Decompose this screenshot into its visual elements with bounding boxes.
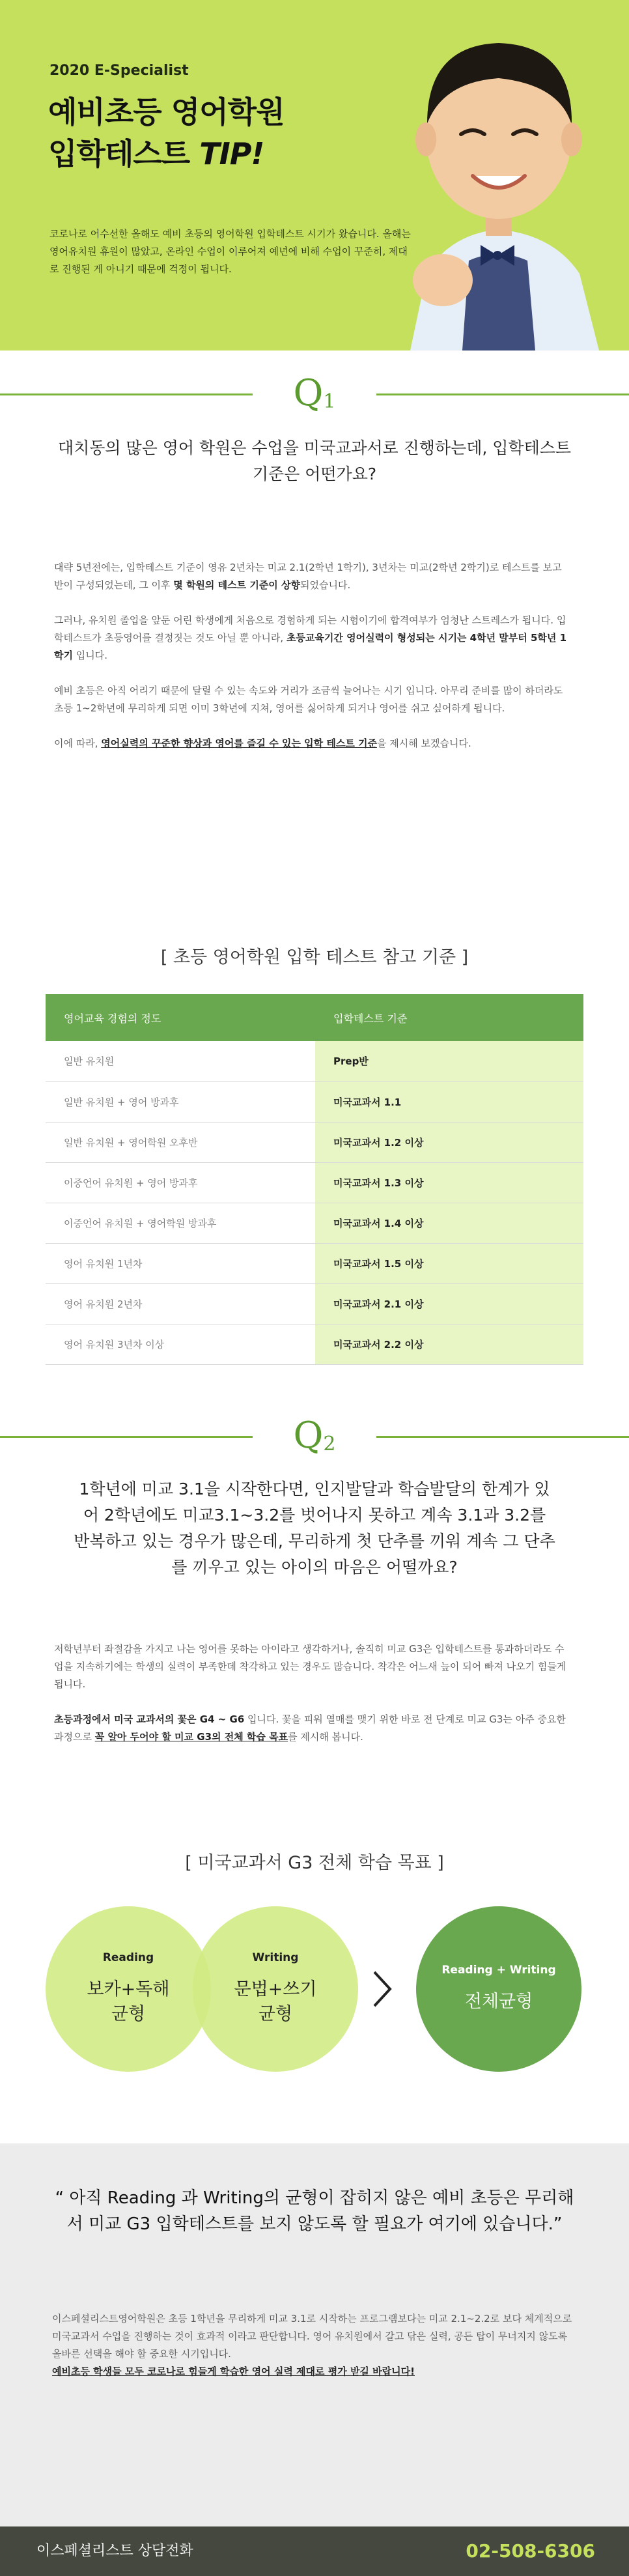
- boy-photo: [365, 0, 629, 351]
- q1-letter: Q: [293, 372, 324, 414]
- table-cell-experience: 영어 유치원 3년차 이상: [46, 1324, 315, 1364]
- table-row: [46, 1122, 583, 1162]
- table-cell-criteria: Prep반: [315, 1041, 583, 1081]
- q1-paragraph-4: [54, 735, 570, 752]
- table-cell-criteria: 미국교과서 1.1: [315, 1081, 583, 1122]
- q1-divider-left: [0, 394, 253, 395]
- contact-footer: [0, 2526, 629, 2576]
- q1-p4-emphasis: 영어실력의 꾸준한 향상과 영어를 즐길 수 있는 입학 테스트 기준: [101, 737, 378, 749]
- table-cell-experience: 이중언어 유치원 + 영어학원 방과후: [46, 1203, 315, 1243]
- table-cell-experience: 일반 유치원 + 영어학원 오후반: [46, 1122, 315, 1162]
- closing-emphasis: 예비초등 학생들 모두 코로나로 힘들게 학습한 영어 실력 제대로 평가 받길 바랍니다!: [52, 2366, 415, 2377]
- writing-goal-title: Writing: [252, 1951, 299, 1964]
- table-cell-experience: 일반 유치원: [46, 1041, 315, 1081]
- table-row: [46, 1243, 583, 1283]
- reading-goal-circle: [46, 1906, 211, 2072]
- table-cell-experience: 이중언어 유치원 + 영어 방과후: [46, 1162, 315, 1203]
- closing-quote: “ 아직 Reading 과 Writing의 균형이 잡히지 않은 예비 초등은 무리해서 미교 G3 입학테스트를 보지 않도록 할 필요가 여기에 있습니다.”: [55, 2188, 574, 2234]
- table-row: [46, 1162, 583, 1203]
- q1-paragraph-1: [54, 559, 570, 594]
- hero-banner: [0, 0, 629, 351]
- combined-goal-body: 전체균형: [464, 1992, 533, 2012]
- hero-title-line2-text: 입학테스트: [48, 136, 200, 171]
- table-cell-experience: 일반 유치원 + 영어 방과후: [46, 1081, 315, 1122]
- q2-number: 2: [323, 1433, 336, 1455]
- q1-paragraph-3: 예비 초등은 아직 어리기 때문에 달릴 수 있는 속도와 거리가 조금씩 늘어나는 시기 입니다. 아무리 준비를 많이 하더라도 초등 1~2학년에 무리하게 되면 이미 3학년에 지쳐, 영어를 싫어하게 되거나 영어를 쉬고 싶어하게 됩니다.: [54, 685, 563, 714]
- table-header-experience: 영어교육 경험의 정도: [46, 994, 315, 1041]
- table-row: [46, 1041, 583, 1081]
- writing-goal-body: 문법+쓰기 균형: [234, 1979, 317, 2024]
- q1-paragraph-2: [54, 612, 570, 665]
- chevron-right-icon: [369, 1968, 395, 2010]
- q2-body: [54, 1640, 570, 1764]
- q1-body: [54, 559, 570, 770]
- table-cell-criteria: 미국교과서 2.2 이상: [315, 1324, 583, 1364]
- q2-marker: [0, 1416, 629, 1455]
- table-heading: [ 초등 영어학원 입학 테스트 참고 기준 ]: [160, 947, 469, 967]
- combined-goal-title: Reading + Writing: [441, 1964, 556, 1977]
- hero-title-line2: [48, 133, 387, 175]
- goals-heading: [ 미국교과서 G3 전체 학습 목표 ]: [185, 1853, 444, 1873]
- table-header-row: [46, 994, 583, 1041]
- q2-paragraph-1: 저학년부터 좌절감을 가지고 나는 영어를 못하는 아이라고 생각하거나, 솔직히 미교 G3은 입학테스트를 통과하더라도 수업을 지속하기에는 학생의 실력이 부족한데 착각하고 있는 경우도 많습니다. 착각은 어느새 늪이 되어 빠져 나오기 힘들게 됩니다.: [54, 1643, 566, 1690]
- q2-title: 1학년에 미교 3.1을 시작한다면, 인지발달과 학습발달의 한계가 있어 2학년에도 미교3.1~3.2를 벗어나지 못하고 계속 3.1과 3.2를 반복하고 있는 경우가 많은데, 무리하게 첫 단추를 끼워 계속 그 단추를 끼우고 있는 아이의 마음은 어떨까요?: [74, 1480, 555, 1577]
- contact-label: 이스페셜리스트 상담전화: [36, 2543, 193, 2559]
- q2-p2-emphasis: 초등과정에서 미국 교과서의 꽃은 G4 ~ G6: [54, 1713, 245, 1725]
- hero-title-line1: 예비초등 영어학원: [48, 94, 285, 130]
- q1-number: 1: [323, 390, 336, 413]
- closing-emphasis-wrap: [52, 2363, 577, 2381]
- q1-label: [253, 374, 376, 422]
- hero-description: 코로나로 어수선한 올해도 예비 초등의 영어학원 입학테스트 시기가 왔습니다. 올해는 영어유치원 휴원이 많았고, 온라인 수업이 이루어져 예년에 비해 수업이 꾸준히, 제대로 진행된 게 아니기 때문에 걱정이 됩니다.: [49, 228, 411, 275]
- table-cell-criteria: 미국교과서 1.4 이상: [315, 1203, 583, 1243]
- table-row: [46, 1203, 583, 1243]
- q2-letter: Q: [293, 1414, 324, 1457]
- closing-paragraph: 이스페셜리스트영어학원은 초등 1학년을 무리하게 미교 3.1로 시작하는 프로그램보다는 미교 2.1~2.2로 보다 체계적으로 미국교과서 수업을 진행하는 것이 효과적 이라고 판단합니다. 영어 유치원에서 갈고 닦은 실력, 공든 탑이 무너지지 않도록 올바른 선택을 해야 할 중요한 시기입니다.: [52, 2313, 572, 2360]
- q2-divider-right: [376, 1436, 629, 1438]
- contact-phone-link[interactable]: 02-508-6306: [466, 2540, 595, 2562]
- q1-p1-text: 대략 5년전에는, 입학테스트 기준이 영유 2년차는 미교 2.1(2학년 1학기), 3년차는 미교(2학년 2학기)로 테스트를 보고 반이 구성되었는데, 그 이후: [54, 562, 562, 591]
- q2-p2-underline: 꼭 알아 두어야 할 미교 G3의 전체 학습 목표: [94, 1731, 288, 1743]
- closing-text: [52, 2310, 577, 2381]
- q1-p2-text: 그러나, 유치원 졸업을 앞둔 어린 학생에게 처음으로 경험하게 되는 시험이기에 합격여부가 엄청난 스트레스가 됩니다. 입학테스트가 초등영어를 결정짓는 것도 아닐 뿐 아니라,: [54, 614, 566, 644]
- q2-p2-text: 입니다. 꽃을 피워 열매를 맺기 위한 바로 전 단계로 미교 G3는 아주 중요한 과정으로: [54, 1713, 566, 1743]
- hero-title: [48, 91, 387, 175]
- table-cell-criteria: 미국교과서 1.5 이상: [315, 1243, 583, 1283]
- table-cell-criteria: 미국교과서 1.2 이상: [315, 1122, 583, 1162]
- hero-title-tip: TIP!: [199, 136, 264, 171]
- hero-kicker: 2020 E-Specialist: [49, 63, 189, 79]
- q1-marker: [0, 374, 629, 413]
- combined-goal-circle: [416, 1906, 581, 2072]
- q1-p1-tail: 되었습니다.: [300, 579, 351, 591]
- q1-divider-right: [376, 394, 629, 395]
- q1-p4-tail: 을 제시해 보겠습니다.: [377, 737, 471, 749]
- q2-label: [253, 1416, 376, 1464]
- q1-p4-text: 이에 따라,: [54, 737, 102, 749]
- table-row: [46, 1283, 583, 1324]
- table-cell-criteria: 미국교과서 2.1 이상: [315, 1283, 583, 1324]
- q2-paragraph-2: [54, 1711, 570, 1746]
- admission-criteria-table: [46, 994, 583, 1365]
- q1-p2-tail: 입니다.: [72, 650, 107, 661]
- q1-p1-emphasis: 몇 학원의 테스트 기준이 상향: [173, 579, 301, 591]
- q1-p2-emphasis: 초등교육기간 영어실력이 형성되는 시기는 4학년 말부터 5학년 1학기: [54, 632, 567, 661]
- table-row: [46, 1081, 583, 1122]
- closing-section: [0, 2143, 629, 2526]
- reading-goal-body: 보카+독해 균형: [87, 1979, 170, 2024]
- q1-title: 대치동의 많은 영어 학원은 수업을 미국교과서로 진행하는데, 입학테스트 기준은 어떤가요?: [57, 438, 572, 483]
- table-cell-experience: 영어 유치원 2년차: [46, 1283, 315, 1324]
- table-header-criteria: 입학테스트 기준: [315, 994, 583, 1041]
- table-cell-experience: 영어 유치원 1년차: [46, 1243, 315, 1283]
- reading-goal-title: Reading: [102, 1951, 154, 1964]
- q2-divider-left: [0, 1436, 253, 1438]
- q2-p2-tail: 를 제시해 봅니다.: [288, 1731, 363, 1743]
- table-cell-criteria: 미국교과서 1.3 이상: [315, 1162, 583, 1203]
- writing-goal-circle: [193, 1906, 358, 2072]
- table-row: [46, 1324, 583, 1364]
